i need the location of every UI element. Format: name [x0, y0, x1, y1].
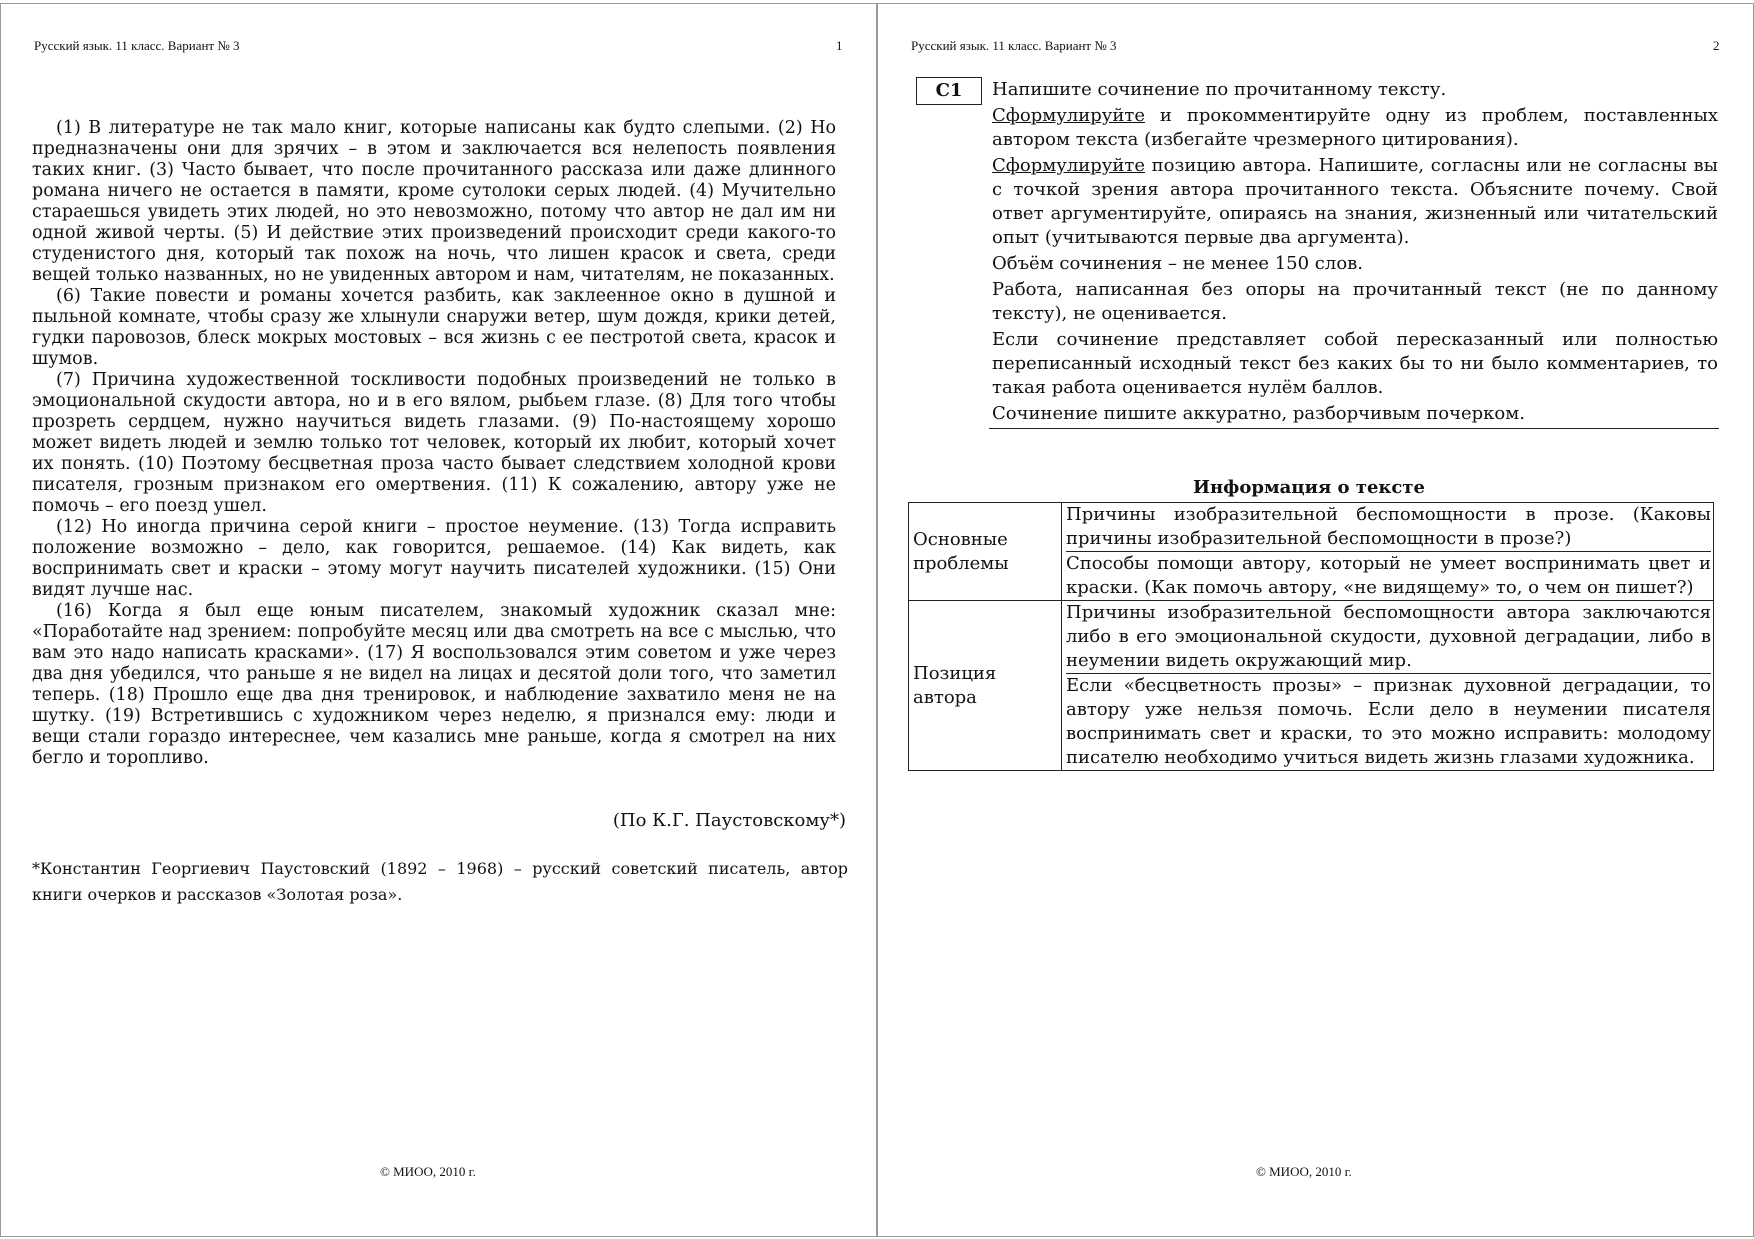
task-p2-rest: и прокомментируйте одну из проблем, поставленных автором текста (избегайте чрезмерного цитирования). — [992, 105, 1718, 150]
task-paragraph-5: Работа, написанная без опоры на прочитанный текст (не по данному тексту), не оценивается. — [992, 279, 1718, 324]
row-value-problems — [1062, 503, 1714, 601]
table-row — [909, 601, 1714, 771]
row-label-problems: Основные проблемы — [909, 503, 1062, 601]
page-divider — [876, 3, 877, 1236]
page-number-right: 2 — [1713, 38, 1720, 53]
attribution: (По К.Г. Паустовскому*) — [612, 810, 846, 831]
task-paragraph-2 — [992, 104, 1718, 152]
paragraph-1: (1) В литературе не так мало книг, которые написаны как будто слепыми. (2) Но предназначены они для зрячих – в этом и заключается вся нелепость появления таких книг. (3) Часто бывает, что после прочитанного рассказа или даже длинного романа ничего не остается в памяти, кроме сутолоки серых людей. (4) Мучительно стараешься увидеть этих людей, но это невозможно, потому что автор не дал им ни одной живой черты. (5) И действие этих произведений происходит среди какого-то студенистого дня, который так похож на ночь, что лишен красок и света, среди вещей только названных, но не увиденных автором и нам, читателям, не показанных. — [32, 118, 836, 285]
running-head-left: Русский язык. 11 класс. Вариант № 3 — [34, 38, 240, 53]
task-p2-underlined: Сформулируйте — [992, 105, 1145, 126]
task-paragraph-7: Сочинение пишите аккуратно, разборчивым почерком. — [992, 403, 1525, 424]
paragraph-2: (6) Такие повести и романы хочется разбить, как заклеенное окно в душной и пыльной комнате, чтобы сразу же хлынули снаружи ветер, шум дождя, крики детей, гудки паровозов, блеск мокрых мостовых – вся жизнь с ее пестротой света, красок и шумов. — [32, 286, 836, 369]
task-paragraph-4: Объём сочинения – не менее 150 слов. — [992, 253, 1364, 274]
position-1: Причины изобразительной беспомощности автора заключаются либо в его эмоциональной скудости, духовной деградации, либо в неумении видеть окружающий мир. — [1066, 602, 1711, 671]
task-bottom-rule — [989, 428, 1719, 429]
page-number-left: 1 — [836, 38, 843, 53]
task-instructions — [992, 78, 1718, 428]
running-head-right: Русский язык. 11 класс. Вариант № 3 — [911, 38, 1117, 53]
problem-2: Способы помощи автору, который не умеет воспринимать цвет и краски. (Как помочь автору, «не видящему» то, о чем он пишет?) — [1066, 553, 1711, 598]
task-p3-underlined: Сформулируйте — [992, 155, 1145, 176]
task-paragraph-3 — [992, 154, 1718, 250]
info-table — [908, 502, 1714, 771]
paragraph-4: (12) Но иногда причина серой книги – простое неумение. (13) Тогда исправить положение возможно – дело, как говорится, решаемое. (14) Как видеть, как воспринимать свет и краски – этому могут научить писателей художники. (15) Они видят лучше нас. — [32, 517, 836, 600]
footnote: *Константин Георгиевич Паустовский (1892 – 1968) – русский советский писатель, автор книги очерков и рассказов «Золотая роза». — [32, 859, 848, 904]
row-label-position: Позиция автора — [909, 601, 1062, 771]
paragraph-5: (16) Когда я был еще юным писателем, знакомый художник сказал мне: «Поработайте над зрением: попробуйте месяц или два смотреть на все с мыслью, что вам это надо написать красками». (17) Я воспользовался этим советом и уже через два дня убедился, что раньше я не видел на лицах и десятой доли того, что заметил теперь. (18) Прошло еще два дня тренировок, и наблюдение захватило меня не на шутку. (19) Встретившись с художником через неделю, я признался ему: люди и вещи стали гораздо интереснее, чем казались мне раньше, когда я смотрел на них бегло и торопливо. — [32, 601, 836, 768]
paragraph-3: (7) Причина художественной тоскливости подобных произведений не только в эмоциональной скудости автора, но и в его вялом, рыбьем глазе. (8) Для того чтобы прозреть сердцем, нужно научиться видеть глазами. (9) По-настоящему хорошо может видеть людей и землю только тот человек, который их любит, который хочет их понять. (10) Поэтому бесцветная проза часто бывает следствием холодной крови писателя, грозным признаком его омертвения. (11) К сожалению, автору уже не помочь – его поезд ушел. — [32, 370, 836, 516]
row-value-position — [1062, 601, 1714, 771]
table-row — [909, 503, 1714, 601]
task-p3-rest: позицию автора. Напишите, согласны или не согласны вы с точкой зрения автора прочитанного текста. Объясните почему. Свой ответ аргументируйте, опираясь на знания, жизненный или читательский опыт (учитываются первые два аргумента). — [992, 155, 1718, 248]
task-label-box: С1 — [916, 77, 982, 105]
footer-right: © МИОО, 2010 г. — [1256, 1164, 1352, 1179]
info-title: Информация о тексте — [1193, 477, 1425, 498]
source-text — [32, 118, 836, 769]
position-2: Если «бесцветность прозы» – признак духовной деградации, то автору уже нельзя помочь. Если дело в неумении писателя воспринимать свет и краски, то это можно исправить: молодому писателю необходимо учиться видеть жизнь глазами художника. — [1066, 675, 1711, 768]
problem-1: Причины изобразительной беспомощности в прозе. (Каковы причины изобразительной беспомощности в прозе?) — [1066, 504, 1711, 549]
task-line-1: Напишите сочинение по прочитанному тексту. — [992, 79, 1447, 100]
task-paragraph-6: Если сочинение представляет собой пересказанный или полностью переписанный исходный текст без каких бы то ни было комментариев, то такая работа оценивается нулём баллов. — [992, 329, 1718, 398]
footer-left: © МИОО, 2010 г. — [380, 1164, 476, 1179]
